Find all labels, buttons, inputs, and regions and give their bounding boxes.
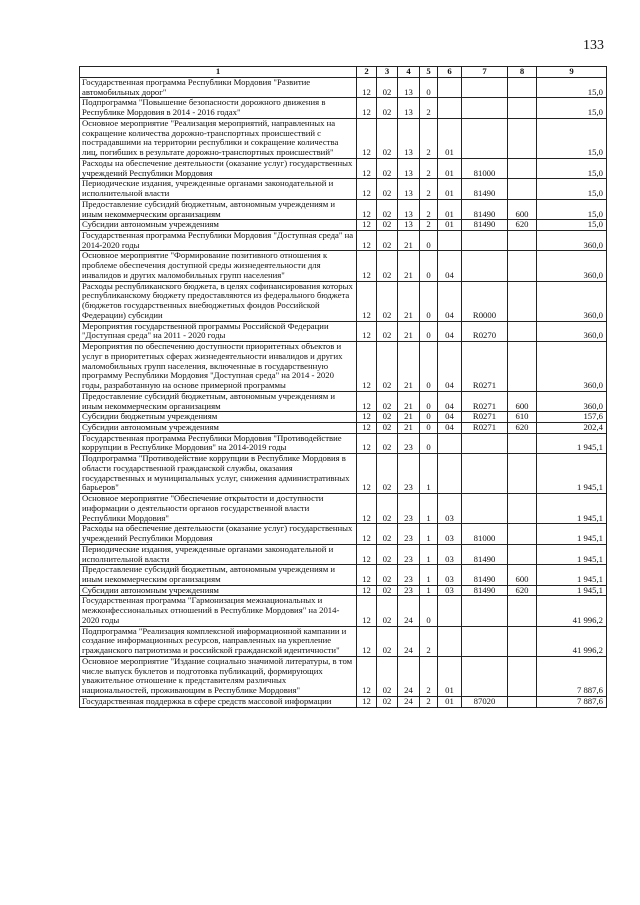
row-section: 12 bbox=[357, 391, 377, 411]
row-subprogram: 2 bbox=[420, 199, 438, 219]
table-row bbox=[80, 179, 607, 199]
row-subsection: 02 bbox=[377, 281, 398, 321]
row-program: 23 bbox=[398, 433, 420, 453]
row-name: Расходы на обеспечение деятельности (оказание услуг) государственных учреждений Республики Мордовия bbox=[80, 158, 357, 178]
row-name: Государственная программа "Гармонизация межнациональных и межконфессиональных отношений в Республике Мордовия" на 2014-2020 годы bbox=[80, 596, 357, 626]
row-amount: 15,0 bbox=[537, 118, 607, 158]
row-name: Подпрограмма "Реализация комплексной информационной кампании и создание информационных ресурсов, направленных на укрепление гражданского патриотизма и российской гражданской идентичности" bbox=[80, 626, 357, 656]
table-row bbox=[80, 231, 607, 251]
table-row bbox=[80, 596, 607, 626]
row-direction bbox=[462, 78, 508, 98]
row-name: Периодические издания, учрежденные органами законодательной и исполнительной власти bbox=[80, 179, 357, 199]
column-header: 3 bbox=[377, 67, 398, 78]
row-program: 21 bbox=[398, 321, 420, 341]
row-section: 12 bbox=[357, 220, 377, 231]
row-section: 12 bbox=[357, 524, 377, 544]
row-subprogram: 2 bbox=[420, 118, 438, 158]
row-program: 21 bbox=[398, 342, 420, 392]
row-expense-type bbox=[508, 544, 537, 564]
row-direction bbox=[462, 626, 508, 656]
row-name: Предоставление субсидий бюджетным, автономным учреждениям и иным некоммерческим организациям bbox=[80, 565, 357, 585]
row-program: 21 bbox=[398, 281, 420, 321]
row-direction bbox=[462, 656, 508, 696]
row-name: Подпрограмма "Противодействие коррупции в Республике Мордовия в области государственной гражданской службы, оказания государственных и муниципальных услуг, снижения административных барьеров" bbox=[80, 454, 357, 494]
table-row bbox=[80, 565, 607, 585]
row-subprogram: 0 bbox=[420, 596, 438, 626]
row-activity: 04 bbox=[438, 251, 462, 281]
row-name: Подпрограмма "Повышение безопасности дорожного движения в Республике Мордовия в 2014 - 2016 годах" bbox=[80, 98, 357, 118]
row-subprogram: 0 bbox=[420, 433, 438, 453]
row-activity: 04 bbox=[438, 422, 462, 433]
row-amount: 7 887,6 bbox=[537, 696, 607, 707]
row-expense-type bbox=[508, 98, 537, 118]
row-name: Расходы на обеспечение деятельности (оказание услуг) государственных учреждений Республики Мордовия bbox=[80, 524, 357, 544]
row-program: 23 bbox=[398, 494, 420, 524]
row-section: 12 bbox=[357, 251, 377, 281]
table-row bbox=[80, 220, 607, 231]
row-direction: R0271 bbox=[462, 391, 508, 411]
row-subsection: 02 bbox=[377, 391, 398, 411]
table-row bbox=[80, 494, 607, 524]
row-subprogram: 2 bbox=[420, 220, 438, 231]
table-row bbox=[80, 78, 607, 98]
row-subprogram: 2 bbox=[420, 98, 438, 118]
row-section: 12 bbox=[357, 596, 377, 626]
row-expense-type bbox=[508, 494, 537, 524]
row-name: Государственная программа Республики Мордовия "Противодействие коррупции в Республике Мордовия" на 2014-2019 годы bbox=[80, 433, 357, 453]
row-activity: 03 bbox=[438, 585, 462, 596]
row-subprogram: 1 bbox=[420, 544, 438, 564]
row-subsection: 02 bbox=[377, 321, 398, 341]
row-subprogram: 0 bbox=[420, 321, 438, 341]
row-section: 12 bbox=[357, 696, 377, 707]
row-section: 12 bbox=[357, 544, 377, 564]
row-name: Субсидии автономным учреждениям bbox=[80, 422, 357, 433]
table-row bbox=[80, 321, 607, 341]
row-amount: 360,0 bbox=[537, 231, 607, 251]
row-subsection: 02 bbox=[377, 118, 398, 158]
table-row bbox=[80, 98, 607, 118]
row-program: 13 bbox=[398, 98, 420, 118]
row-direction: 81490 bbox=[462, 220, 508, 231]
row-program: 23 bbox=[398, 585, 420, 596]
row-activity bbox=[438, 454, 462, 494]
row-expense-type bbox=[508, 656, 537, 696]
table-row bbox=[80, 626, 607, 656]
table-row bbox=[80, 585, 607, 596]
row-amount: 1 945,1 bbox=[537, 544, 607, 564]
row-direction: R0271 bbox=[462, 342, 508, 392]
row-subsection: 02 bbox=[377, 433, 398, 453]
row-amount: 15,0 bbox=[537, 158, 607, 178]
column-header: 2 bbox=[357, 67, 377, 78]
row-name: Мероприятия по обеспечению доступности приоритетных объектов и услуг в приоритетных сферах жизнедеятельности инвалидов и других маломобильных групп населения, включенные в государственную программу Республики Мордовия "Доступная среда" на 2014 - 2020 годы, разработанную на основе примерной программы bbox=[80, 342, 357, 392]
row-expense-type bbox=[508, 454, 537, 494]
row-section: 12 bbox=[357, 422, 377, 433]
row-program: 21 bbox=[398, 231, 420, 251]
row-name: Государственная поддержка в сфере средств массовой информации bbox=[80, 696, 357, 707]
row-amount: 360,0 bbox=[537, 281, 607, 321]
row-subsection: 02 bbox=[377, 596, 398, 626]
row-section: 12 bbox=[357, 179, 377, 199]
row-subsection: 02 bbox=[377, 494, 398, 524]
table-row bbox=[80, 524, 607, 544]
row-direction bbox=[462, 596, 508, 626]
column-header: 8 bbox=[508, 67, 537, 78]
row-section: 12 bbox=[357, 281, 377, 321]
row-direction: 81000 bbox=[462, 524, 508, 544]
row-activity: 03 bbox=[438, 565, 462, 585]
row-direction: 81490 bbox=[462, 565, 508, 585]
row-direction bbox=[462, 433, 508, 453]
row-subprogram: 1 bbox=[420, 585, 438, 596]
row-program: 13 bbox=[398, 199, 420, 219]
row-name: Основное мероприятие "Реализация мероприятий, направленных на сокращение количества дорожно-транспортных происшествий с пострадавшими на территории республики и сокращение количества лиц, погибших в результате дорожно-транспортных происшествий" bbox=[80, 118, 357, 158]
column-header: 9 bbox=[537, 67, 607, 78]
row-program: 13 bbox=[398, 179, 420, 199]
row-subprogram: 2 bbox=[420, 158, 438, 178]
row-subsection: 02 bbox=[377, 544, 398, 564]
row-amount: 360,0 bbox=[537, 342, 607, 392]
page-number: 133 bbox=[583, 38, 604, 53]
row-amount: 7 887,6 bbox=[537, 656, 607, 696]
row-program: 13 bbox=[398, 118, 420, 158]
row-subprogram: 2 bbox=[420, 179, 438, 199]
column-header: 1 bbox=[80, 67, 357, 78]
row-section: 12 bbox=[357, 231, 377, 251]
row-expense-type: 600 bbox=[508, 565, 537, 585]
row-subprogram: 0 bbox=[420, 391, 438, 411]
row-subsection: 02 bbox=[377, 158, 398, 178]
row-activity: 04 bbox=[438, 391, 462, 411]
row-activity bbox=[438, 433, 462, 453]
row-activity bbox=[438, 596, 462, 626]
row-expense-type bbox=[508, 342, 537, 392]
row-expense-type bbox=[508, 179, 537, 199]
table-row bbox=[80, 281, 607, 321]
row-amount: 1 945,1 bbox=[537, 585, 607, 596]
table-row bbox=[80, 118, 607, 158]
budget-table bbox=[79, 66, 607, 708]
row-activity: 01 bbox=[438, 656, 462, 696]
row-name: Предоставление субсидий бюджетным, автономным учреждениям и иным некоммерческим организациям bbox=[80, 391, 357, 411]
row-direction: R0271 bbox=[462, 422, 508, 433]
row-subprogram: 0 bbox=[420, 251, 438, 281]
row-section: 12 bbox=[357, 78, 377, 98]
row-subprogram: 1 bbox=[420, 565, 438, 585]
row-amount: 157,6 bbox=[537, 412, 607, 423]
row-section: 12 bbox=[357, 433, 377, 453]
row-section: 12 bbox=[357, 494, 377, 524]
row-activity: 01 bbox=[438, 118, 462, 158]
row-program: 21 bbox=[398, 412, 420, 423]
row-subsection: 02 bbox=[377, 179, 398, 199]
row-amount: 1 945,1 bbox=[537, 524, 607, 544]
row-amount: 41 996,2 bbox=[537, 596, 607, 626]
column-header: 6 bbox=[438, 67, 462, 78]
row-expense-type bbox=[508, 524, 537, 544]
row-section: 12 bbox=[357, 321, 377, 341]
row-section: 12 bbox=[357, 199, 377, 219]
row-activity: 01 bbox=[438, 179, 462, 199]
row-activity: 04 bbox=[438, 321, 462, 341]
row-subsection: 02 bbox=[377, 412, 398, 423]
row-section: 12 bbox=[357, 118, 377, 158]
row-expense-type: 620 bbox=[508, 220, 537, 231]
table-row bbox=[80, 656, 607, 696]
column-header: 4 bbox=[398, 67, 420, 78]
row-amount: 360,0 bbox=[537, 321, 607, 341]
row-subsection: 02 bbox=[377, 696, 398, 707]
row-name: Периодические издания, учрежденные органами законодательной и исполнительной власти bbox=[80, 544, 357, 564]
row-activity: 03 bbox=[438, 524, 462, 544]
table-row bbox=[80, 251, 607, 281]
row-direction bbox=[462, 118, 508, 158]
row-name: Расходы республиканского бюджета, в целях софинансирования которых республиканскому бюджету предоставляются из федерального бюджета (бюджетов государственных внебюджетных фондов Российской Федерации) субсидии bbox=[80, 281, 357, 321]
row-expense-type bbox=[508, 596, 537, 626]
row-direction bbox=[462, 98, 508, 118]
row-subsection: 02 bbox=[377, 565, 398, 585]
table-row bbox=[80, 412, 607, 423]
table-row bbox=[80, 158, 607, 178]
row-direction bbox=[462, 454, 508, 494]
row-expense-type bbox=[508, 281, 537, 321]
row-name: Государственная программа Республики Мордовия "Развитие автомобильных дорог" bbox=[80, 78, 357, 98]
row-amount: 1 945,1 bbox=[537, 565, 607, 585]
row-program: 24 bbox=[398, 626, 420, 656]
row-program: 23 bbox=[398, 565, 420, 585]
row-expense-type: 620 bbox=[508, 422, 537, 433]
row-section: 12 bbox=[357, 626, 377, 656]
row-subsection: 02 bbox=[377, 98, 398, 118]
row-activity bbox=[438, 626, 462, 656]
row-program: 24 bbox=[398, 596, 420, 626]
row-subsection: 02 bbox=[377, 656, 398, 696]
row-direction: 81490 bbox=[462, 585, 508, 596]
row-subprogram: 1 bbox=[420, 454, 438, 494]
row-expense-type: 610 bbox=[508, 412, 537, 423]
table-row bbox=[80, 391, 607, 411]
row-subprogram: 2 bbox=[420, 626, 438, 656]
row-subsection: 02 bbox=[377, 199, 398, 219]
row-name: Субсидии автономным учреждениям bbox=[80, 585, 357, 596]
row-name: Основное мероприятие "Издание социально значимой литературы, в том числе выпуск буклетов и подготовка публикаций, формирующих уважительное отношение к представителям различных национальностей, проживающим в Республике Мордовия" bbox=[80, 656, 357, 696]
row-direction: 81490 bbox=[462, 179, 508, 199]
row-direction: 81490 bbox=[462, 544, 508, 564]
row-name: Государственная программа Республики Мордовия "Доступная среда" на 2014-2020 годы bbox=[80, 231, 357, 251]
row-subsection: 02 bbox=[377, 585, 398, 596]
row-activity bbox=[438, 98, 462, 118]
table-row bbox=[80, 422, 607, 433]
row-section: 12 bbox=[357, 585, 377, 596]
row-direction bbox=[462, 494, 508, 524]
row-program: 13 bbox=[398, 78, 420, 98]
row-subsection: 02 bbox=[377, 422, 398, 433]
row-amount: 1 945,1 bbox=[537, 433, 607, 453]
row-expense-type: 620 bbox=[508, 585, 537, 596]
row-amount: 41 996,2 bbox=[537, 626, 607, 656]
row-name: Основное мероприятие "Формирование позитивного отношения к проблеме обеспечения доступной среды жизнедеятельности для инвалидов и других маломобильных групп населения" bbox=[80, 251, 357, 281]
row-activity: 01 bbox=[438, 220, 462, 231]
row-activity: 04 bbox=[438, 281, 462, 321]
row-activity: 04 bbox=[438, 412, 462, 423]
row-expense-type bbox=[508, 696, 537, 707]
row-expense-type bbox=[508, 321, 537, 341]
row-subsection: 02 bbox=[377, 524, 398, 544]
table-row bbox=[80, 544, 607, 564]
row-activity: 03 bbox=[438, 544, 462, 564]
row-activity bbox=[438, 78, 462, 98]
row-name: Субсидии автономным учреждениям bbox=[80, 220, 357, 231]
row-section: 12 bbox=[357, 454, 377, 494]
table-row bbox=[80, 454, 607, 494]
row-section: 12 bbox=[357, 158, 377, 178]
row-subprogram: 0 bbox=[420, 78, 438, 98]
row-direction: 87020 bbox=[462, 696, 508, 707]
table-row bbox=[80, 199, 607, 219]
row-amount: 1 945,1 bbox=[537, 454, 607, 494]
row-subsection: 02 bbox=[377, 251, 398, 281]
row-program: 24 bbox=[398, 696, 420, 707]
row-activity: 04 bbox=[438, 342, 462, 392]
row-program: 13 bbox=[398, 220, 420, 231]
row-name: Основное мероприятие "Обеспечение открытости и доступности информации о деятельности органов государственной власти Республики Мордовия" bbox=[80, 494, 357, 524]
row-expense-type bbox=[508, 433, 537, 453]
table-row bbox=[80, 342, 607, 392]
row-subsection: 02 bbox=[377, 454, 398, 494]
row-name: Мероприятия государственной программы Российской Федерации "Доступная среда" на 2011 - 2020 годы bbox=[80, 321, 357, 341]
row-direction bbox=[462, 251, 508, 281]
row-activity: 03 bbox=[438, 494, 462, 524]
row-subsection: 02 bbox=[377, 220, 398, 231]
table-row bbox=[80, 433, 607, 453]
row-amount: 360,0 bbox=[537, 391, 607, 411]
row-amount: 360,0 bbox=[537, 251, 607, 281]
table-row bbox=[80, 696, 607, 707]
row-subprogram: 0 bbox=[420, 231, 438, 251]
row-expense-type bbox=[508, 158, 537, 178]
row-amount: 15,0 bbox=[537, 98, 607, 118]
row-subprogram: 0 bbox=[420, 342, 438, 392]
row-program: 24 bbox=[398, 656, 420, 696]
row-amount: 202,4 bbox=[537, 422, 607, 433]
row-program: 23 bbox=[398, 454, 420, 494]
row-program: 21 bbox=[398, 391, 420, 411]
row-subprogram: 1 bbox=[420, 494, 438, 524]
row-expense-type bbox=[508, 251, 537, 281]
row-direction: R0000 bbox=[462, 281, 508, 321]
row-expense-type bbox=[508, 78, 537, 98]
row-direction: R0270 bbox=[462, 321, 508, 341]
row-activity bbox=[438, 231, 462, 251]
column-header: 5 bbox=[420, 67, 438, 78]
row-expense-type bbox=[508, 118, 537, 158]
row-subprogram: 0 bbox=[420, 412, 438, 423]
row-activity: 01 bbox=[438, 696, 462, 707]
row-direction: R0271 bbox=[462, 412, 508, 423]
row-subsection: 02 bbox=[377, 78, 398, 98]
row-program: 21 bbox=[398, 422, 420, 433]
row-subprogram: 2 bbox=[420, 656, 438, 696]
row-section: 12 bbox=[357, 342, 377, 392]
row-amount: 15,0 bbox=[537, 199, 607, 219]
row-amount: 15,0 bbox=[537, 78, 607, 98]
row-direction: 81000 bbox=[462, 158, 508, 178]
row-subsection: 02 bbox=[377, 231, 398, 251]
column-header: 7 bbox=[462, 67, 508, 78]
row-subsection: 02 bbox=[377, 342, 398, 392]
row-expense-type: 600 bbox=[508, 199, 537, 219]
row-section: 12 bbox=[357, 565, 377, 585]
row-program: 23 bbox=[398, 524, 420, 544]
row-program: 21 bbox=[398, 251, 420, 281]
header-row bbox=[80, 67, 607, 78]
row-program: 23 bbox=[398, 544, 420, 564]
row-direction bbox=[462, 231, 508, 251]
row-program: 13 bbox=[398, 158, 420, 178]
row-subprogram: 0 bbox=[420, 422, 438, 433]
row-direction: 81490 bbox=[462, 199, 508, 219]
row-subsection: 02 bbox=[377, 626, 398, 656]
row-section: 12 bbox=[357, 98, 377, 118]
row-expense-type bbox=[508, 626, 537, 656]
row-activity: 01 bbox=[438, 199, 462, 219]
row-subprogram: 2 bbox=[420, 696, 438, 707]
row-name: Предоставление субсидий бюджетным, автономным учреждениям и иным некоммерческим организациям bbox=[80, 199, 357, 219]
row-expense-type bbox=[508, 231, 537, 251]
row-section: 12 bbox=[357, 412, 377, 423]
row-expense-type: 600 bbox=[508, 391, 537, 411]
row-section: 12 bbox=[357, 656, 377, 696]
row-activity: 01 bbox=[438, 158, 462, 178]
row-subprogram: 1 bbox=[420, 524, 438, 544]
row-name: Субсидии бюджетным учреждениям bbox=[80, 412, 357, 423]
row-amount: 15,0 bbox=[537, 179, 607, 199]
row-subprogram: 0 bbox=[420, 281, 438, 321]
row-amount: 1 945,1 bbox=[537, 494, 607, 524]
row-amount: 15,0 bbox=[537, 220, 607, 231]
